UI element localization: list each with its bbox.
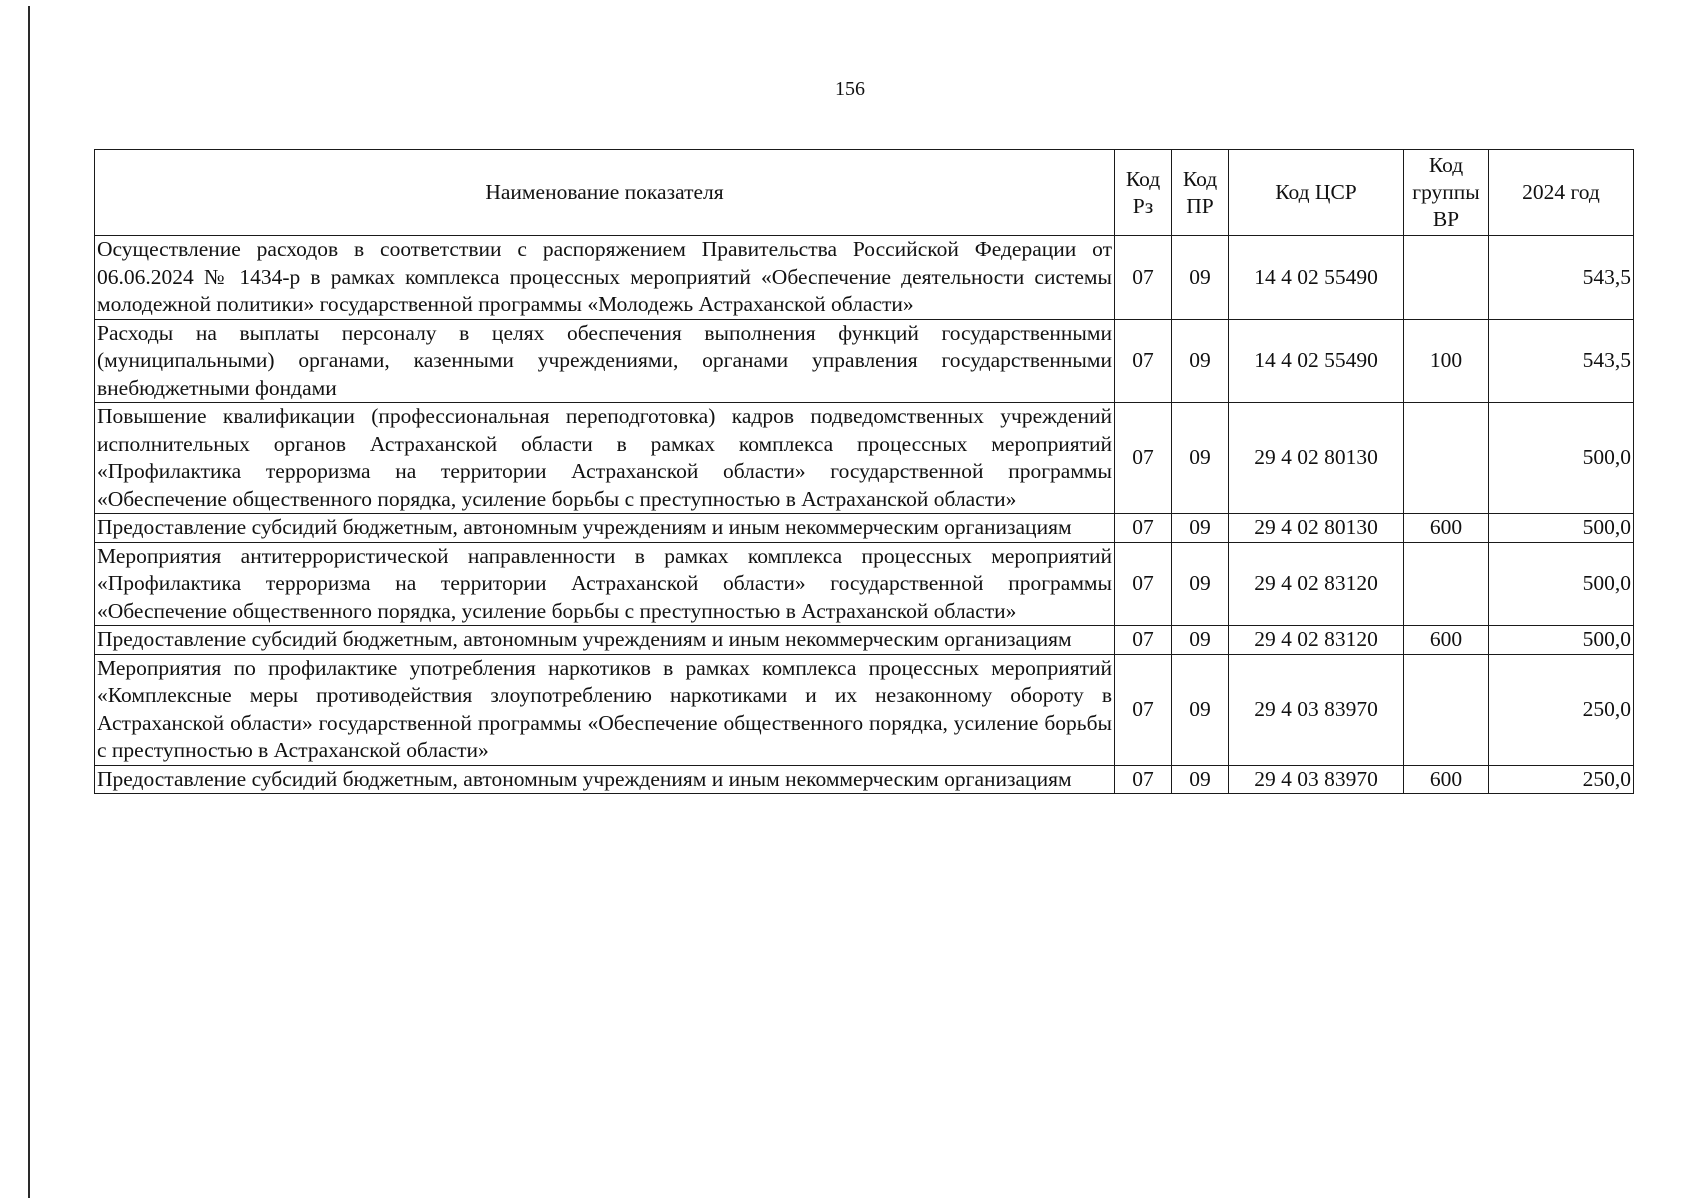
table-header bbox=[95, 150, 1634, 236]
row-rz: 07 bbox=[1115, 403, 1172, 514]
row-amount: 543,5 bbox=[1489, 236, 1634, 320]
row-name: Расходы на выплаты персоналу в целях обеспечения выполнения функций государственными (муниципальными) органами, казенными учреждениями, органами управления государственными внебюджетными фондами bbox=[95, 319, 1115, 403]
row-name: Осуществление расходов в соответствии с распоряжением Правительства Российской Федерации от 06.06.2024 № 1434-р в рамках комплекса процессных мероприятий «Обеспечение деятельности системы молодежной политики» государственной программы «Молодежь Астраханской области» bbox=[95, 236, 1115, 320]
row-name: Предоставление субсидий бюджетным, автономным учреждениям и иным некоммерческим организациям bbox=[95, 765, 1115, 794]
row-pr: 09 bbox=[1172, 319, 1229, 403]
row-vr: 600 bbox=[1404, 626, 1489, 655]
row-rz: 07 bbox=[1115, 542, 1172, 626]
row-csr: 14 4 02 55490 bbox=[1229, 236, 1404, 320]
header-pr: Код ПР bbox=[1172, 150, 1229, 236]
left-margin-rule bbox=[28, 6, 30, 1198]
row-vr bbox=[1404, 542, 1489, 626]
row-csr: 14 4 02 55490 bbox=[1229, 319, 1404, 403]
header-year: 2024 год bbox=[1489, 150, 1634, 236]
header-rz: Код Рз bbox=[1115, 150, 1172, 236]
header-csr: Код ЦСР bbox=[1229, 150, 1404, 236]
row-amount: 500,0 bbox=[1489, 542, 1634, 626]
row-vr: 100 bbox=[1404, 319, 1489, 403]
row-vr bbox=[1404, 403, 1489, 514]
row-csr: 29 4 02 80130 bbox=[1229, 514, 1404, 543]
table-row bbox=[95, 319, 1634, 403]
budget-table bbox=[94, 149, 1634, 794]
row-pr: 09 bbox=[1172, 542, 1229, 626]
row-amount: 500,0 bbox=[1489, 626, 1634, 655]
row-pr: 09 bbox=[1172, 514, 1229, 543]
row-amount: 500,0 bbox=[1489, 403, 1634, 514]
row-name: Мероприятия антитеррористической направленности в рамках комплекса процессных мероприятий «Профилактика терроризма на территории Астраханской области» государственной программы «Обеспечение общественного порядка, усиление борьбы с преступностью в Астраханской области» bbox=[95, 542, 1115, 626]
page-number: 156 bbox=[835, 78, 865, 100]
header-row bbox=[95, 150, 1634, 236]
row-csr: 29 4 03 83970 bbox=[1229, 765, 1404, 794]
row-amount: 250,0 bbox=[1489, 765, 1634, 794]
row-pr: 09 bbox=[1172, 654, 1229, 765]
table-row bbox=[95, 626, 1634, 655]
row-vr: 600 bbox=[1404, 765, 1489, 794]
row-rz: 07 bbox=[1115, 514, 1172, 543]
row-pr: 09 bbox=[1172, 236, 1229, 320]
header-name: Наименование показателя bbox=[95, 150, 1115, 236]
table-row bbox=[95, 514, 1634, 543]
row-rz: 07 bbox=[1115, 319, 1172, 403]
row-name: Повышение квалификации (профессиональная переподготовка) кадров подведомственных учреждений исполнительных органов Астраханской области в рамках комплекса процессных мероприятий «Профилактика терроризма на территории Астраханской области» государственной программы «Обеспечение общественного порядка, усиление борьбы с преступностью в Астраханской области» bbox=[95, 403, 1115, 514]
row-vr bbox=[1404, 236, 1489, 320]
row-rz: 07 bbox=[1115, 236, 1172, 320]
row-rz: 07 bbox=[1115, 626, 1172, 655]
row-pr: 09 bbox=[1172, 765, 1229, 794]
row-name: Предоставление субсидий бюджетным, автономным учреждениям и иным некоммерческим организациям bbox=[95, 626, 1115, 655]
table-row bbox=[95, 403, 1634, 514]
row-csr: 29 4 02 83120 bbox=[1229, 542, 1404, 626]
row-name: Предоставление субсидий бюджетным, автономным учреждениям и иным некоммерческим организациям bbox=[95, 514, 1115, 543]
header-vr: Код группы ВР bbox=[1404, 150, 1489, 236]
table-row bbox=[95, 542, 1634, 626]
row-name: Мероприятия по профилактике употребления наркотиков в рамках комплекса процессных мероприятий «Комплексные меры противодействия злоупотреблению наркотиками и их незаконному обороту в Астраханской области» государственной программы «Обеспечение общественного порядка, усиление борьбы с преступностью в Астраханской области» bbox=[95, 654, 1115, 765]
row-rz: 07 bbox=[1115, 654, 1172, 765]
table-row bbox=[95, 236, 1634, 320]
row-vr: 600 bbox=[1404, 514, 1489, 543]
row-csr: 29 4 02 83120 bbox=[1229, 626, 1404, 655]
row-amount: 250,0 bbox=[1489, 654, 1634, 765]
row-vr bbox=[1404, 654, 1489, 765]
row-csr: 29 4 02 80130 bbox=[1229, 403, 1404, 514]
row-pr: 09 bbox=[1172, 626, 1229, 655]
row-rz: 07 bbox=[1115, 765, 1172, 794]
table-row bbox=[95, 765, 1634, 794]
row-amount: 543,5 bbox=[1489, 319, 1634, 403]
table-body bbox=[95, 236, 1634, 794]
table-row bbox=[95, 654, 1634, 765]
row-csr: 29 4 03 83970 bbox=[1229, 654, 1404, 765]
row-pr: 09 bbox=[1172, 403, 1229, 514]
row-amount: 500,0 bbox=[1489, 514, 1634, 543]
